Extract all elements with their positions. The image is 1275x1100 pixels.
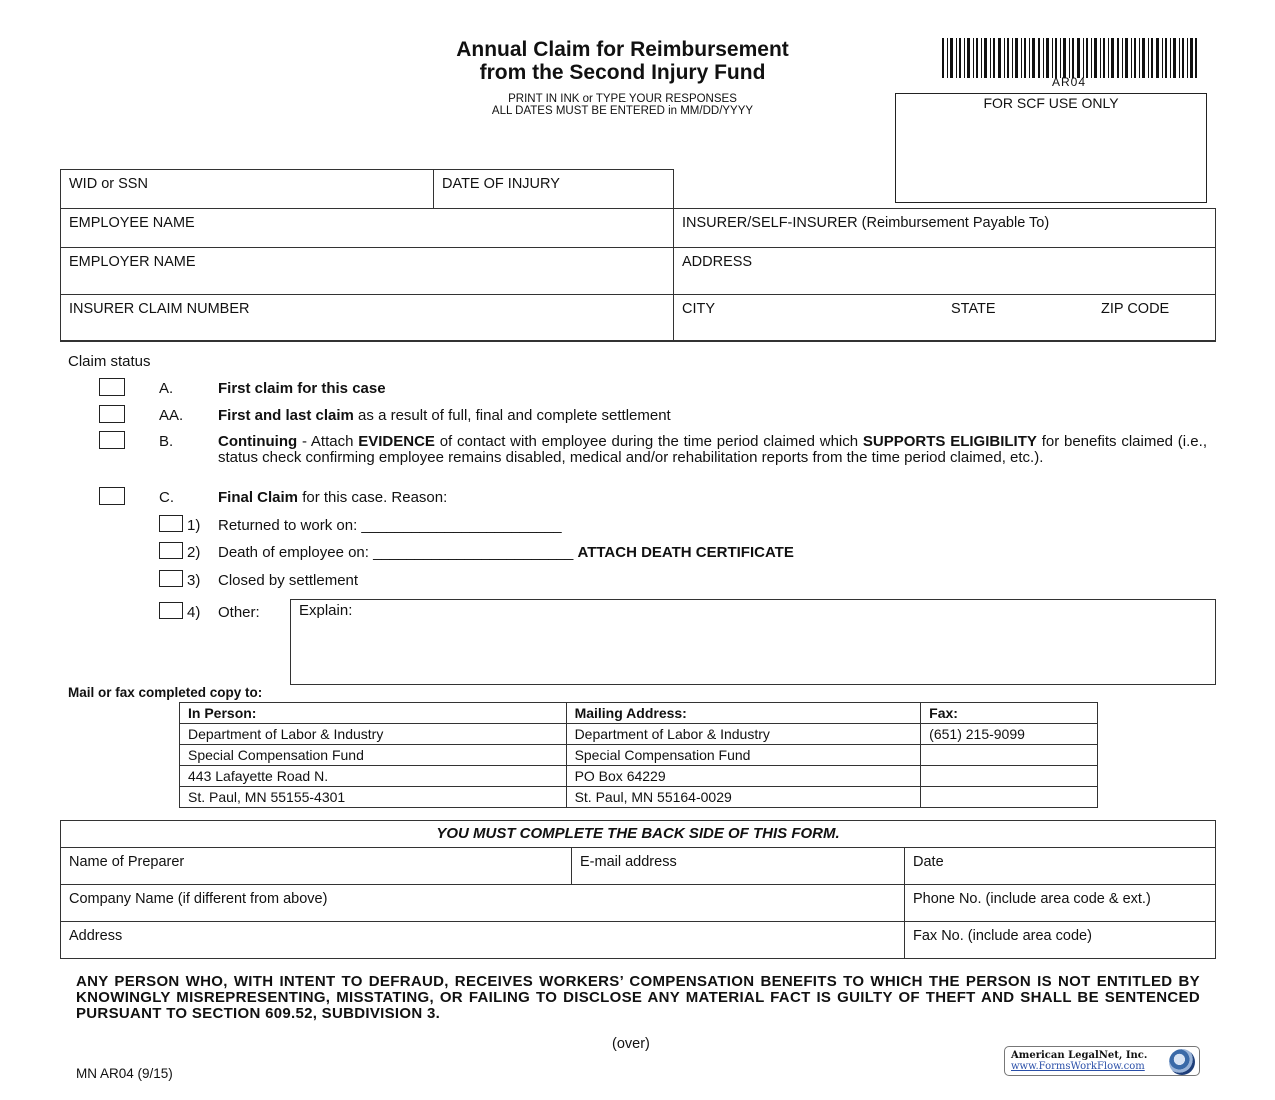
table-cell: 443 Lafayette Road N. — [180, 766, 567, 787]
globe-icon — [1169, 1049, 1195, 1075]
state-label: STATE — [951, 301, 996, 317]
date-of-injury-label: DATE OF INJURY — [442, 176, 560, 192]
table-cell — [921, 787, 1098, 808]
status-b-letter: B. — [159, 433, 174, 450]
status-b-bold-3: SUPPORTS ELIGIBILITY — [862, 433, 1037, 450]
insurer-field[interactable] — [673, 208, 1216, 248]
preparer-name-label: Name of Preparer — [69, 854, 185, 870]
company-name-label: Company Name (if different from above) — [69, 891, 328, 907]
status-b-text — [218, 434, 1207, 465]
checkbox-status-a[interactable] — [99, 378, 125, 396]
header-mailing-address: Mailing Address: — [566, 703, 921, 724]
preparer-email-label: E-mail address — [580, 854, 677, 870]
back-side-notice: YOU MUST COMPLETE THE BACK SIDE OF THIS FORM. — [60, 820, 1216, 848]
company-name-field[interactable] — [60, 884, 905, 922]
fax-label: Fax No. (include area code) — [913, 928, 1092, 944]
insurer-claim-number-field[interactable] — [60, 294, 674, 342]
city-label: CITY — [682, 301, 716, 317]
table-row — [180, 766, 1098, 787]
explain-label: Explain: — [299, 602, 353, 619]
checkbox-status-aa[interactable] — [99, 405, 125, 423]
address-field[interactable] — [673, 247, 1216, 295]
reason-4-text: Other: — [218, 604, 260, 621]
table-cell: (651) 215-9099 — [921, 724, 1098, 745]
checkbox-reason-3[interactable] — [159, 570, 183, 587]
insurer-claim-number-label: INSURER CLAIM NUMBER — [69, 301, 250, 317]
reason-4-number: 4) — [187, 604, 201, 621]
instruction-line-1: PRINT IN INK or TYPE YOUR RESPONSES — [508, 93, 737, 105]
status-c-rest: for this case. Reason: — [298, 489, 448, 506]
reason-2-bold: ATTACH DEATH CERTIFICATE — [577, 544, 794, 561]
status-a-letter: A. — [159, 380, 174, 397]
phone-field[interactable] — [904, 884, 1216, 922]
header-fax: Fax: — [921, 703, 1098, 724]
reason-2-rest: Death of employee on: ________________________ — [218, 544, 578, 561]
status-b-rest-3: for benefits claimed (i.e., status check confirming employee remains disabled, medical and/or rehabilitation reports from the time period claimed, etc.). — [218, 433, 1207, 466]
table-cell: Special Compensation Fund — [180, 745, 567, 766]
status-aa-rest: as a result of full, final and complete settlement — [353, 407, 671, 424]
status-aa-bold: First and last claim — [218, 407, 354, 424]
explain-field[interactable] — [290, 599, 1216, 685]
status-b-rest-2: of contact with employee during the time period claimed which — [434, 433, 863, 450]
status-b-bold-1: Continuing — [218, 433, 298, 450]
scf-use-only-label: FOR SCF USE ONLY — [983, 95, 1119, 111]
checkbox-reason-4[interactable] — [159, 602, 183, 619]
title-line-1: Annual Claim for Reimbursement — [456, 38, 789, 61]
checkbox-reason-2[interactable] — [159, 542, 183, 559]
city-state-zip-field[interactable] — [673, 294, 1216, 342]
employee-name-label: EMPLOYEE NAME — [69, 215, 195, 231]
reason-3-text: Closed by settlement — [218, 572, 359, 589]
table-cell: St. Paul, MN 55155-4301 — [180, 787, 567, 808]
status-c-letter: C. — [159, 489, 174, 506]
wid-ssn-field[interactable] — [60, 169, 434, 209]
table-cell: Special Compensation Fund — [566, 745, 921, 766]
preparer-date-field[interactable] — [904, 847, 1216, 885]
table-cell: Department of Labor & Industry — [566, 724, 921, 745]
reason-2-text — [218, 545, 794, 560]
employer-name-label: EMPLOYER NAME — [69, 254, 196, 270]
publisher-logo — [1004, 1046, 1200, 1076]
reason-1-text: Returned to work on: ________________________ — [218, 517, 562, 534]
status-a-text — [218, 381, 386, 396]
address-label: ADDRESS — [682, 254, 753, 270]
table-cell: St. Paul, MN 55164-0029 — [566, 787, 921, 808]
table-row — [180, 745, 1098, 766]
title-line-2: from the Second Injury Fund — [479, 61, 766, 84]
checkbox-reason-1[interactable] — [159, 515, 183, 532]
employee-name-field[interactable] — [60, 208, 674, 248]
reason-3-number: 3) — [187, 572, 201, 589]
checkbox-status-b[interactable] — [99, 431, 125, 449]
preparer-address-field[interactable] — [60, 921, 905, 959]
status-aa-letter: AA. — [159, 407, 184, 424]
reason-2-number: 2) — [187, 544, 201, 561]
table-row — [180, 724, 1098, 745]
phone-label: Phone No. (include area code & ext.) — [913, 891, 1151, 907]
form-title — [330, 38, 915, 84]
table-cell — [921, 766, 1098, 787]
table-row — [180, 787, 1098, 808]
insurer-label: INSURER/SELF-INSURER (Reimbursement Payable To) — [682, 215, 1050, 231]
status-b-bold-2: EVIDENCE — [358, 433, 435, 450]
mail-table — [179, 702, 1098, 808]
status-c-bold: Final Claim — [218, 489, 299, 506]
table-header-row — [180, 703, 1098, 724]
instructions — [400, 93, 845, 117]
employer-name-field[interactable] — [60, 247, 674, 295]
table-cell: PO Box 64229 — [566, 766, 921, 787]
checkbox-status-c[interactable] — [99, 487, 125, 505]
form-number: MN AR04 (9/15) — [76, 1066, 173, 1081]
table-cell — [921, 745, 1098, 766]
preparer-email-field[interactable] — [571, 847, 905, 885]
zip-code-label: ZIP CODE — [1101, 301, 1170, 317]
status-a-bold: First claim for this case — [218, 380, 386, 397]
date-of-injury-field[interactable] — [433, 169, 674, 209]
header-in-person: In Person: — [180, 703, 567, 724]
instruction-line-2: ALL DATES MUST BE ENTERED in MM/DD/YYYY — [491, 105, 754, 117]
logo-name: American LegalNet, Inc. — [1011, 1050, 1148, 1061]
status-c-text — [218, 490, 447, 505]
scf-use-only-box — [895, 93, 1207, 203]
claim-status-heading: Claim status — [68, 353, 151, 370]
fax-field[interactable] — [904, 921, 1216, 959]
barcode-code: AR04 — [1051, 75, 1087, 89]
wid-ssn-label: WID or SSN — [69, 176, 148, 192]
over-label: (over) — [612, 1036, 650, 1052]
reason-1-number: 1) — [187, 517, 201, 534]
barcode-icon — [940, 38, 1198, 78]
mail-heading: Mail or fax completed copy to: — [68, 685, 263, 700]
preparer-address-label: Address — [69, 928, 123, 944]
fraud-warning: ANY PERSON WHO, WITH INTENT TO DEFRAUD, RECEIVES WORKERS’ COMPENSATION BENEFITS TO WHICH THE PERSON IS NOT ENTITLED BY KNOWINGLY MISREPRESENTING, MISSTATING, OR FAILING TO DISCLOSE ANY MATERIAL FACT IS GUILTY OF THEFT AND SHALL BE SENTENCED PURSUANT TO SECTION 609.52, SUBDIVISION 3. — [76, 973, 1200, 1022]
logo-url[interactable]: www.FormsWorkFlow.com — [1011, 1061, 1145, 1072]
status-b-rest-1: - Attach — [297, 433, 359, 450]
table-cell: Department of Labor & Industry — [180, 724, 567, 745]
preparer-name-field[interactable] — [60, 847, 572, 885]
status-aa-text — [218, 408, 671, 423]
preparer-date-label: Date — [913, 854, 944, 870]
